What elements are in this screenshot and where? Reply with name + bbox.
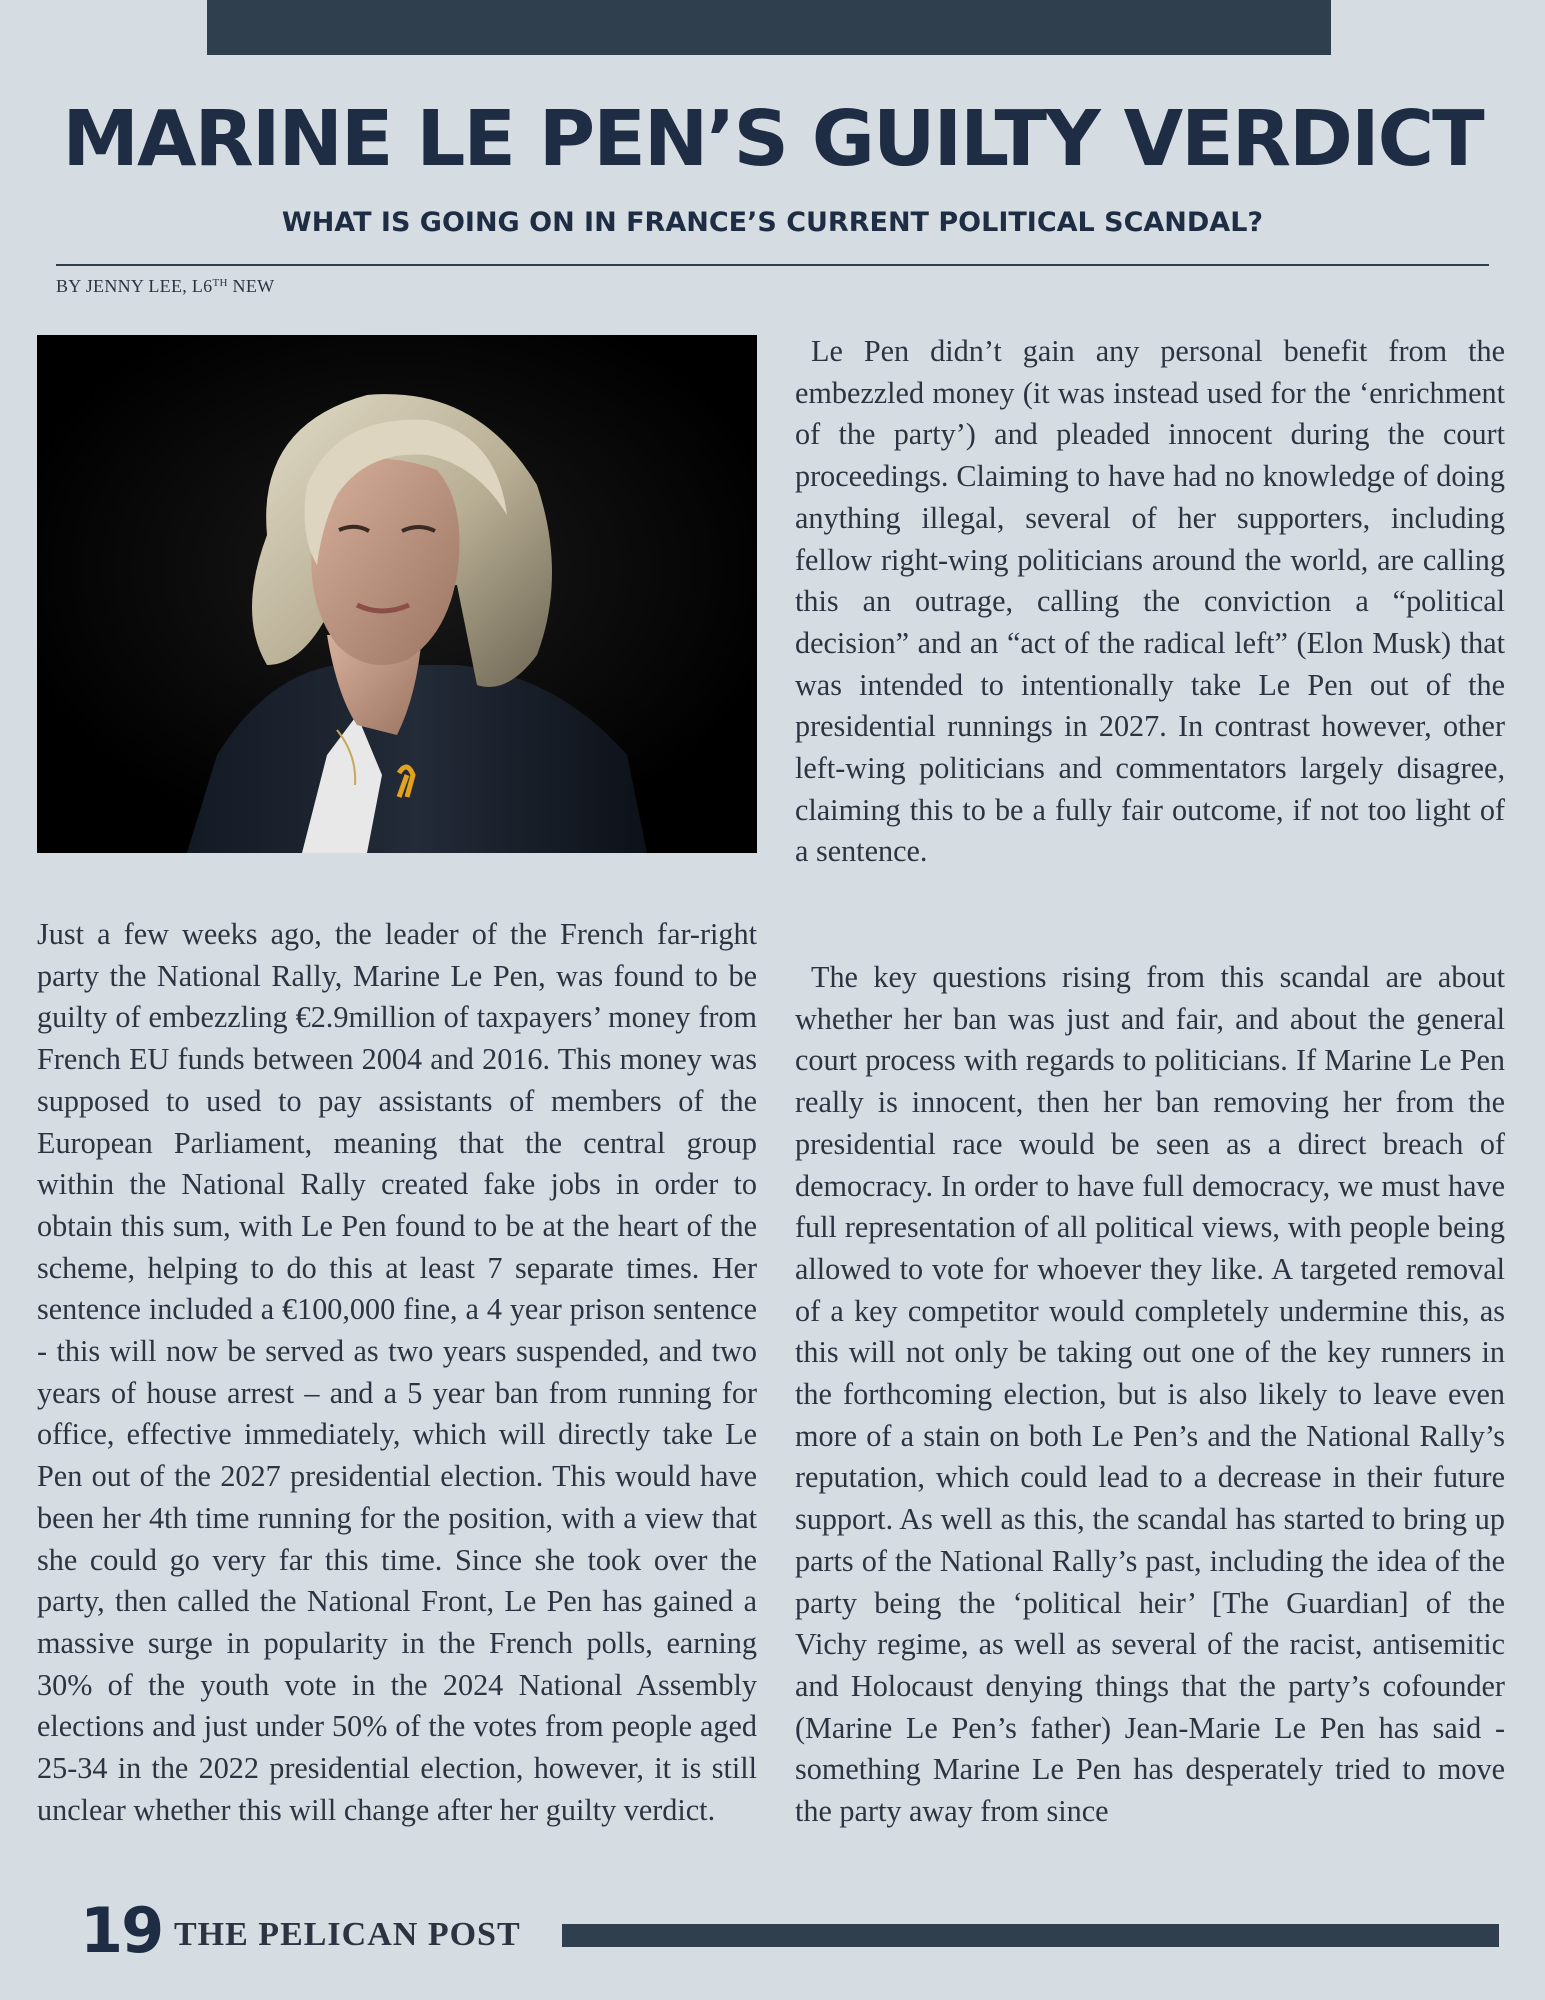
article-paragraph-right-2: The key questions rising from this scandal are about whether her ban was just and fair, and about the general court process with regards to politicians. If Marine Le Pen really is innocent, then her ban removing her from the presidential race would be seen as a direct breach of democracy. In order to have full democracy, we must have full representation of all political views, with people being allowed to vote for whoever they like. A targeted removal of a key competitor would completely undermine this, as this will not only be taking out one of the key runners in the forthcoming election, but is also likely to leave even more of a stain on both Le Pen’s and the National Rally’s reputation, which could lead to a decrease in their future support. As well as this, the scandal has started to bring up parts of the National Rally’s past, including the idea of the party being the ‘political heir’ [The Guardian] of the Vichy regime, as well as several of the racist, antisemitic and Holocaust denying things that the party’s cofounder (Marine Le Pen’s father) Jean-Marie Le Pen has said - something Marine Le Pen has desperately tried to move the party away from since	[795, 960, 1505, 1829]
top-decorative-bar	[207, 0, 1331, 55]
page-number: 19	[80, 1894, 163, 1967]
article-title: MARINE LE PEN’S GUILTY VERDICT	[62, 95, 1483, 184]
article-photo	[37, 335, 757, 853]
header-divider	[56, 264, 1489, 266]
byline-suffix: NEW	[227, 276, 275, 296]
publication-name: THE PELICAN POST	[174, 1916, 521, 1953]
byline-author: BY JENNY LEE, L6	[56, 276, 213, 296]
byline-superscript: TH	[212, 277, 228, 289]
portrait-illustration	[37, 335, 757, 853]
article-paragraph-left: Just a few weeks ago, the leader of the French far-right party the National Rally, Marine Le Pen, was found to be guilty of embezzling €2.9million of taxpayers’ money from French EU funds between 2004 and 2016. This money was supposed to used to pay assistants of members of the European Parliament, meaning that the central group within the National Rally created fake jobs in order to obtain this sum, with Le Pen found to be at the heart of the scheme, helping to do this at least 7 separate times. Her sentence included a €100,000 fine, a 4 year prison sentence - this will now be served as two years suspended, and two years of house arrest – and a 5 year ban from running for office, effective immediately, which will directly take Le Pen out of the 2027 presidential election. This would have been her 4th time running for the position, with a view that she could go very far this time. Since she took over the party, then called the National Front, Le Pen has gained a massive surge in popularity in the French polls, earning 30% of the youth vote in the 2024 National Assembly elections and just under 50% of the votes from people aged 25-34 in the 2022 presidential election, however, it is still unclear whether this will change after her guilty verdict.	[37, 917, 757, 1827]
article-paragraph-right-1: Le Pen didn’t gain any personal benefit from the embezzled money (it was instead used for the ‘enrichment of the party’) and pleaded innocent during the court proceedings. Claiming to have had no knowledge of doing anything illegal, several of her supporters, including fellow right-wing politicians around the world, are calling this an outrage, calling the conviction a “political decision” and an “act of the radical left” (Elon Musk) that was intended to intentionally take Le Pen out of the presidential runnings in 2027. In contrast however, other left-wing politicians and commentators largely disagree, claiming this to be a fully fair outcome, if not too light of a sentence.	[795, 334, 1505, 869]
article-subtitle: WHAT IS GOING ON IN FRANCE’S CURRENT POLITICAL SCANDAL?	[281, 207, 1264, 238]
byline	[56, 272, 274, 297]
bottom-decorative-bar	[562, 1924, 1499, 1947]
